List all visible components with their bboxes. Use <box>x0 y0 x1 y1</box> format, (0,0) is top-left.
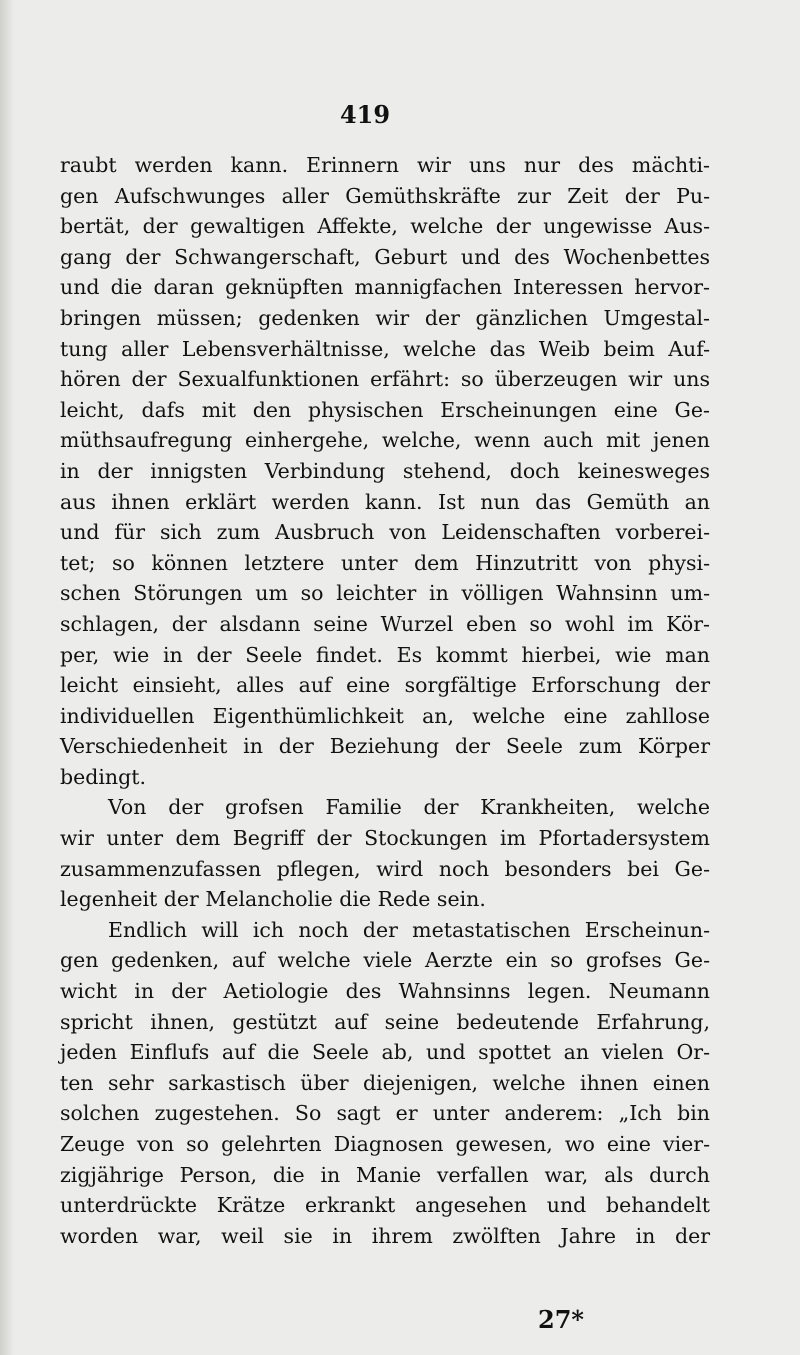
text-line: bertät, der gewaltigen Affekte, welche der ungewisse Aus- <box>60 214 710 239</box>
text-line: gen Aufschwunges aller Gemüthskräfte zur Zeit der Pu- <box>60 183 710 208</box>
text-line: gang der Schwangerschaft, Geburt und des Wochenbettes <box>60 244 710 269</box>
text-line: tet; so können letztere unter dem Hinzutritt von physi- <box>60 550 710 575</box>
text-line: unterdrückte Krätze erkrankt angesehen und behandelt <box>60 1193 710 1218</box>
text-line: bringen müssen; gedenken wir der gänzlichen Umgestal- <box>60 305 710 330</box>
text-line: ten sehr sarkastisch über diejenigen, welche ihnen einen <box>60 1070 710 1095</box>
text-line: worden war, weil sie in ihrem zwölften Jahre in der <box>60 1223 710 1248</box>
text-line: und die daran geknüpften mannigfachen Interessen hervor- <box>60 275 710 300</box>
text-line: hören der Sexualfunktionen erfährt: so überzeugen wir uns <box>60 367 710 392</box>
text-line: Von der grofsen Familie der Krankheiten, welche <box>108 795 710 820</box>
text-line: schlagen, der alsdann seine Wurzel eben so wohl im Kör- <box>60 611 710 636</box>
text-line: legenheit der Melancholie die Rede sein. <box>60 887 486 912</box>
text-line: in der innigsten Verbindung stehend, doch keinesweges <box>60 458 710 483</box>
text-line: Endlich will ich noch der metastatischen Erscheinun- <box>108 917 710 942</box>
page-edge-shadow <box>0 0 14 1355</box>
text-line: individuellen Eigenthümlichkeit an, welche eine zahllose <box>60 703 710 728</box>
text-line: per, wie in der Seele findet. Es kommt hierbei, wie man <box>60 642 710 667</box>
body-text <box>60 150 710 1251</box>
text-line: Zeuge von so gelehrten Diagnosen gewesen, wo eine vier- <box>60 1132 710 1156</box>
text-line: solchen zugestehen. So sagt er unter anderem: „Ich bin <box>60 1101 710 1126</box>
text-line: und für sich zum Ausbruch von Leidenschaften vorberei- <box>60 520 710 545</box>
text-line: wir unter dem Begriff der Stockungen im Pfortadersystem <box>60 826 710 851</box>
text-line: jeden Einflufs auf die Seele ab, und spottet an vielen Or- <box>60 1040 710 1065</box>
text-line: gen gedenken, auf welche viele Aerzte ein so grofses Ge- <box>60 948 710 973</box>
text-line: Verschiedenheit in der Beziehung der Seele zum Körper <box>60 734 710 759</box>
text-line: aus ihnen erklärt werden kann. Ist nun das Gemüth an <box>60 489 710 514</box>
text-line: bedingt. <box>60 764 147 789</box>
text-line: zigjährige Person, die in Manie verfallen war, als durch <box>60 1162 710 1187</box>
text-line: tung aller Lebensverhältnisse, welche das Weib beim Auf- <box>60 336 710 361</box>
text-line: müthsaufregung einhergehe, welche, wenn auch mit jenen <box>60 428 710 453</box>
text-line: leicht einsieht, alles auf eine sorgfältige Erforschung der <box>60 673 710 698</box>
text-line: wicht in der Aetiologie des Wahnsinns legen. Neumann <box>60 979 710 1004</box>
page-number: 419 <box>339 100 391 129</box>
text-line: schen Störungen um so leichter in völligen Wahnsinn um- <box>60 581 710 606</box>
signature-mark: 27* <box>538 1305 584 1334</box>
text-line: spricht ihnen, gestützt auf seine bedeutende Erfahrung, <box>60 1009 710 1034</box>
text-line: leicht, dafs mit den physischen Erscheinungen eine Ge- <box>60 397 710 422</box>
text-line: zusammenzufassen pflegen, wird noch besonders bei Ge- <box>60 856 710 881</box>
text-line: raubt werden kann. Erinnern wir uns nur des mächti- <box>60 153 710 177</box>
